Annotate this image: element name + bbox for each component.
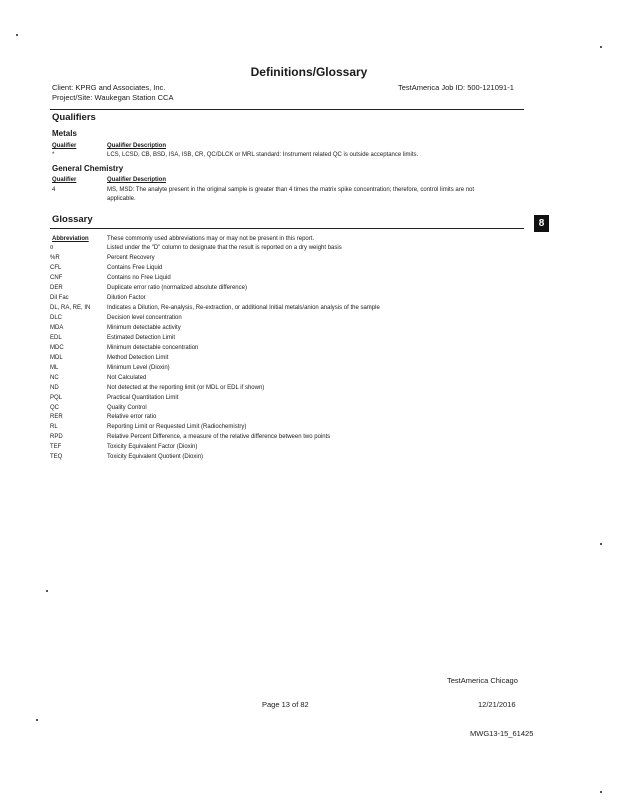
glossary-abbreviation: DER [50, 284, 63, 291]
genchem-qualifier-code: 4 [52, 187, 56, 193]
glossary-abbreviation: Dil Fac [50, 294, 69, 301]
metals-qualifier-desc: LCS, LCSD, CB, BSD, ISA, ISB, CR, QC/DLCK or MRL standard: Instrument related QC is outside acceptance limits. [107, 152, 419, 158]
glossary-meaning: Indicates a Dilution, Re-analysis, Re-extraction, or additional Initial metals/anion analysis of the sample [107, 304, 380, 311]
metals-qualifier-code: * [52, 152, 55, 158]
glossary-meaning: Toxicity Equivalent Factor (Dioxin) [107, 444, 198, 451]
glossary-abbreviation: ND [50, 384, 59, 391]
glossary-meaning: Quality Control [107, 404, 147, 411]
glossary-meaning: Decision level concentration [107, 314, 182, 321]
glossary-col-abbreviation: Abbreviation [52, 236, 89, 242]
glossary-abbreviation: PQL [50, 394, 63, 401]
project-line: Project/Site: Waukegan Station CCA [52, 93, 174, 102]
glossary-abbreviation: NC [50, 374, 59, 381]
glossary-meaning: Not detected at the reporting limit (or MDL or EDL if shown) [107, 384, 265, 391]
glossary-row [50, 395, 530, 405]
glossary-abbreviation: TEF [50, 444, 62, 451]
genchem-col-description: Qualifier Description [107, 177, 167, 183]
scan-speck [600, 791, 602, 793]
glossary-meaning: Minimum detectable activity [107, 324, 181, 331]
glossary-row [50, 444, 530, 454]
glossary-meaning: Dilution Factor [107, 294, 146, 301]
genchem-qualifier-desc: MS, MSD: The analyte present in the original sample is greater than 4 times the matrix spike concentration; therefore, control limits are not [107, 187, 475, 193]
glossary-meaning: Method Detection Limit [107, 354, 169, 361]
metals-col-description: Qualifier Description [107, 143, 167, 149]
client-line: Client: KPRG and Associates, Inc. [52, 83, 166, 92]
glossary-row [50, 385, 530, 395]
page-title: Definitions/Glossary [250, 65, 368, 79]
glossary-row [50, 375, 530, 385]
glossary-meaning: Percent Recovery [107, 254, 155, 261]
glossary-meaning: Practical Quantitation Limit [107, 394, 179, 401]
glossary-abbreviation: MDC [50, 344, 64, 351]
scan-speck [36, 719, 38, 721]
glossary-row [50, 335, 530, 345]
glossary-meaning: Reporting Limit or Requested Limit (Radiochemistry) [107, 424, 247, 431]
footer-code: MWG13-15_61425 [470, 729, 534, 738]
glossary-row [50, 245, 530, 255]
glossary-meaning: Minimum Level (Dioxin) [107, 364, 170, 371]
glossary-abbreviation: DL, RA, RE, IN [50, 304, 91, 311]
glossary-meaning: Listed under the "D" column to designate that the result is reported on a dry weight basis [107, 245, 342, 251]
glossary-meaning: Relative error ratio [107, 414, 157, 421]
glossary-row [50, 265, 530, 275]
glossary-heading: Glossary [52, 214, 93, 225]
glossary-row [50, 355, 530, 365]
genchem-col-qualifier: Qualifier [52, 177, 77, 183]
section-tab: 8 [534, 215, 549, 232]
genchem-qualifier-desc-cont: applicable. [107, 196, 136, 202]
glossary-row [50, 454, 530, 464]
footer-page: Page 13 of 82 [262, 700, 309, 709]
scan-speck [16, 34, 18, 36]
glossary-abbreviation: ¤ [50, 245, 54, 251]
scan-speck [600, 46, 602, 48]
glossary-abbreviation: EDL [50, 334, 62, 341]
glossary-abbreviation: MDA [50, 324, 64, 331]
metals-heading: Metals [52, 129, 77, 138]
glossary-row [50, 285, 530, 295]
glossary-abbreviation: RPD [50, 434, 63, 441]
scan-speck [600, 543, 602, 545]
glossary-abbreviation: RL [50, 424, 58, 431]
glossary-abbreviation: CNF [50, 274, 63, 281]
glossary-meaning: Relative Percent Difference, a measure of the relative difference between two points [107, 434, 331, 441]
genchem-heading: General Chemistry [52, 164, 124, 173]
glossary-meaning: Toxicity Equivalent Quotient (Dioxin) [107, 454, 204, 461]
glossary-abbreviation: %R [50, 254, 60, 261]
glossary-abbreviation: TEQ [50, 454, 63, 461]
footer-lab: TestAmerica Chicago [447, 676, 518, 685]
glossary-row [50, 414, 530, 424]
glossary-meaning: Minimum detectable concentration [107, 344, 199, 351]
scan-speck [46, 590, 48, 592]
glossary-row [50, 365, 530, 375]
job-id: TestAmerica Job ID: 500-121091-1 [398, 83, 514, 92]
glossary-meaning: Duplicate error ratio (normalized absolute difference) [107, 284, 247, 291]
glossary-row [50, 255, 530, 265]
glossary-abbreviation: DLC [50, 314, 63, 321]
glossary-divider [50, 228, 524, 229]
glossary-row [50, 345, 530, 355]
glossary-row [50, 424, 530, 434]
glossary-row [50, 295, 530, 305]
glossary-meaning: Not Calculated [107, 374, 147, 381]
glossary-row [50, 405, 530, 415]
glossary-row [50, 315, 530, 325]
footer-date: 12/21/2016 [478, 700, 516, 709]
glossary-row [50, 434, 530, 444]
glossary-col-meaning: These commonly used abbreviations may or may not be present in this report. [107, 236, 315, 242]
glossary-meaning: Contains Free Liquid [107, 264, 163, 271]
glossary-abbreviation: CFL [50, 264, 62, 271]
qualifiers-heading: Qualifiers [52, 112, 96, 123]
glossary-meaning: Estimated Detection Limit [107, 334, 176, 341]
metals-col-qualifier: Qualifier [52, 143, 77, 149]
glossary-abbreviation: MDL [50, 354, 63, 361]
glossary-row [50, 275, 530, 285]
glossary-row [50, 325, 530, 335]
glossary-meaning: Contains no Free Liquid [107, 274, 171, 281]
glossary-abbreviation: ML [50, 364, 59, 371]
glossary-row [50, 305, 530, 315]
glossary-abbreviation: QC [50, 404, 59, 411]
glossary-abbreviation: RER [50, 414, 63, 421]
header-divider [50, 109, 524, 110]
